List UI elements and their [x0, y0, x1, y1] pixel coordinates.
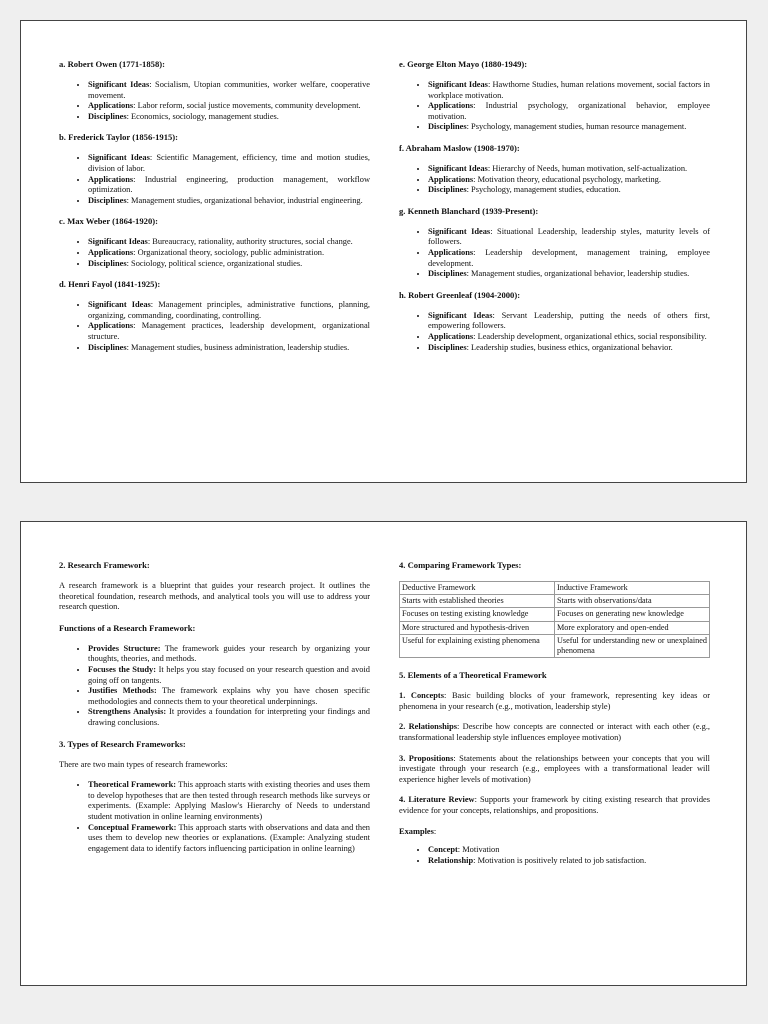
list-item: • Disciplines: Economics, sociology, management studies. — [88, 112, 370, 123]
item-label: Applications — [88, 321, 134, 331]
item-label: Significant Ideas — [428, 226, 491, 236]
item-text: The framework explains why you have chosen specific methodologies and connects them to your theoretical underpinnings. — [88, 686, 370, 706]
item-text: Psychology, management studies, human resource management. — [471, 122, 687, 132]
list-item: • Applications: Labor reform, social justice movements, community development. — [88, 101, 370, 112]
list-item: • Applications: Organizational theory, sociology, public administration. — [88, 248, 370, 259]
section-heading: e. George Elton Mayo (1880-1949): — [399, 59, 528, 69]
list-item — [88, 707, 370, 728]
item-label: Applications — [428, 101, 474, 111]
item-text: Leadership studies, business ethics, organizational behavior. — [471, 342, 673, 352]
item-text: Leadership development, organizational ethics, social responsibility. — [477, 331, 707, 341]
item-text: Labor reform, social justice movements, community development. — [137, 101, 361, 111]
item-text: Sociology, political science, organizational studies. — [131, 258, 303, 268]
section-heading: b. Frederick Taylor (1856-1915): — [59, 132, 179, 143]
list-item: • Significant Ideas: Hierarchy of Needs, human motivation, self-actualization. — [428, 164, 710, 175]
bullet-list — [399, 80, 710, 133]
item-label: Disciplines — [88, 342, 127, 352]
page1-right-column — [399, 59, 710, 363]
table-cell: Starts with established theories — [400, 595, 555, 608]
item-label: Applications — [88, 174, 134, 184]
item-label: Disciplines — [428, 185, 467, 195]
list-item: • Significant Ideas: Socialism, Utopian communities, worker welfare, cooperative movement. — [88, 80, 370, 101]
bullet-list — [59, 237, 370, 269]
list-item: • Applications: Industrial psychology, organizational behavior, employee motivation. — [428, 101, 710, 122]
item-label: Disciplines — [88, 195, 127, 205]
item-label: Significant Ideas — [428, 310, 493, 320]
item-label: Significant Ideas — [88, 237, 148, 247]
list-item — [88, 780, 370, 822]
examples-colon: : — [433, 826, 437, 836]
list-item — [88, 823, 370, 855]
table-row — [400, 621, 710, 634]
table-row — [400, 582, 710, 595]
item-text: Situational Leadership, leadership styles, maturity levels of followers. — [428, 226, 711, 247]
item-text: This approach starts with observations and data and then uses them to develop new theories or explanations. (Example: Analyzing student engagement data to identify factors influencing participation in online learning) — [88, 822, 370, 853]
section-heading: g. Kenneth Blanchard (1939-Present): — [399, 205, 539, 216]
bullet-list — [399, 227, 710, 280]
item-label: Applications — [428, 247, 474, 257]
item-label: Disciplines — [428, 342, 467, 352]
section-heading: 4. Comparing Framework Types: — [399, 560, 522, 570]
element-label: 1. Concepts — [399, 691, 444, 701]
table-cell: Starts with observations/data — [555, 595, 710, 608]
item-text: : Motivation — [457, 845, 500, 855]
section-heading: h. Robert Greenleaf (1904-2000): — [399, 289, 521, 300]
item-label: Disciplines — [428, 122, 467, 132]
list-item: • Significant Ideas: Scientific Management, efficiency, time and motion studies, division of labor. — [88, 153, 370, 174]
element-label: 2. Relationships — [399, 722, 458, 732]
item-text: Management studies, business administration, leadership studies. — [131, 342, 350, 352]
item-text: Bureaucracy, rationality, authority structures, social change. — [152, 237, 353, 247]
item-text: Management studies, organizational behavior, leadership studies. — [471, 269, 690, 279]
list-item: • Applications: Leadership development, management training, employee development. — [428, 248, 710, 269]
item-label: Significant Ideas — [88, 153, 150, 163]
bullet-list — [59, 153, 370, 206]
list-item: • Disciplines: Psychology, management studies, education. — [428, 185, 710, 196]
item-label: Focuses the Study: — [88, 664, 156, 674]
list-item: • Significant Ideas: Hawthorne Studies, human relations movement, social factors in workplace motivation. — [428, 80, 710, 101]
bullet-list — [59, 80, 370, 122]
table-cell: More exploratory and open-ended — [555, 621, 710, 634]
item-text: Management principles, administrative functions, planning, organizing, commanding, coordinating, controlling. — [88, 300, 370, 320]
item-label: Applications — [428, 331, 474, 341]
list-item — [428, 845, 710, 856]
item-text: Industrial psychology, organizational behavior, employee motivation. — [428, 101, 710, 121]
list-item: • Applications: Management practices, leadership development, organizational structure. — [88, 321, 370, 342]
table-row — [400, 608, 710, 621]
item-label: Significant Ideas — [428, 80, 488, 89]
item-text: Organizational theory, sociology, public administration. — [137, 247, 325, 257]
examples-label: Examples — [399, 826, 434, 836]
table-row — [400, 634, 710, 657]
section-heading: f. Abraham Maslow (1908-1970): — [399, 142, 520, 153]
examples-heading — [399, 827, 710, 838]
item-text: Motivation theory, educational psychology, marketing. — [477, 174, 661, 184]
section-heading: 2. Research Framework: — [59, 560, 150, 570]
section-heading: c. Max Weber (1864-1920): — [59, 216, 158, 227]
table-cell: Inductive Framework — [555, 582, 710, 595]
item-text: Leadership development, management training, employee development. — [428, 247, 711, 268]
item-text: Psychology, management studies, education. — [471, 185, 621, 195]
item-label: Theoretical Framework: — [88, 780, 177, 790]
list-item — [88, 644, 370, 665]
item-label: Significant Ideas — [88, 300, 151, 310]
bullet-list — [59, 644, 370, 729]
item-text: Economics, sociology, management studies. — [131, 111, 279, 121]
item-label: Conceptual Framework: — [88, 822, 177, 832]
item-label: Applications — [88, 247, 134, 257]
document-page-1 — [20, 20, 747, 483]
item-label: Disciplines — [88, 111, 127, 121]
paragraph: There are two main types of research frameworks: — [59, 759, 228, 769]
element-label: 4. Literature Review — [399, 795, 475, 805]
section-heading: 3. Types of Research Frameworks: — [59, 738, 186, 749]
item-text: Socialism, Utopian communities, worker welfare, cooperative movement. — [88, 80, 370, 100]
page2-left-column — [59, 560, 370, 864]
table-row — [400, 595, 710, 608]
section-heading: 5. Elements of a Theoretical Framework — [399, 670, 547, 681]
list-item: • Significant Ideas: Bureaucracy, rationality, authority structures, social change. — [88, 237, 370, 248]
item-label: Significant Ideas — [428, 163, 488, 173]
element-text: : Basic building blocks of your framework, representing key ideas or phenomena in your research (e.g., motivation, leadership style) — [399, 691, 710, 711]
table-cell: More structured and hypothesis-driven — [400, 621, 555, 634]
item-label: Significant Ideas — [88, 80, 150, 89]
bullet-list — [399, 311, 710, 353]
section-heading: a. Robert Owen (1771-1858): — [59, 59, 165, 69]
list-item: • Significant Ideas: Management principles, administrative functions, planning, organizing, commanding, coordinating, controlling. — [88, 300, 370, 321]
item-text: Hawthorne Studies, human relations movement, social factors in workplace motivation. — [428, 80, 710, 100]
paragraph: A research framework is a blueprint that guides your research project. It outlines the theoretical foundation, research methods, and analytical tools you will use to address your research question. — [59, 581, 370, 612]
bullet-list — [399, 845, 710, 866]
element-label: 3. Propositions — [399, 753, 454, 763]
bullet-list — [59, 780, 370, 854]
paragraph — [399, 722, 710, 743]
list-item — [428, 856, 710, 867]
subsection-heading: Functions of a Research Framework: — [59, 622, 196, 633]
comparison-table — [399, 581, 710, 658]
list-item: • Disciplines: Management studies, business administration, leadership studies. — [88, 343, 370, 354]
item-label: Applications — [88, 101, 134, 111]
bullet-list — [59, 300, 370, 353]
table-cell: Useful for explaining existing phenomena — [400, 634, 555, 657]
list-item: • Disciplines: Management studies, organizational behavior, leadership studies. — [428, 269, 710, 280]
item-text: This approach starts with existing theories and uses them to develop hypotheses that are then tested through research methods like surveys or experiments. (Example: Applying Maslow's Hierarchy of Needs to understand student motivation in online learning environments) — [88, 780, 370, 821]
item-label: Relationship — [428, 855, 474, 865]
item-text: Hierarchy of Needs, human motivation, self-actualization. — [492, 163, 688, 173]
item-text: Management studies, organizational behavior, industrial engineering. — [131, 195, 363, 205]
item-label: Disciplines — [88, 258, 127, 268]
item-label: Applications — [428, 174, 474, 184]
document-page-2 — [20, 521, 747, 986]
item-text: Scientific Management, efficiency, time and motion studies, division of labor. — [88, 153, 370, 173]
paragraph — [399, 795, 710, 816]
list-item: • Applications: Industrial engineering, production management, workflow optimization. — [88, 175, 370, 196]
list-item — [88, 665, 370, 686]
list-item: • Disciplines: Management studies, organizational behavior, industrial engineering. — [88, 196, 370, 207]
item-text: : Motivation is positively related to job satisfaction. — [473, 855, 647, 865]
item-text: It provides a foundation for interpreting your findings and drawing conclusions. — [88, 707, 370, 727]
section-heading: d. Henri Fayol (1841-1925): — [59, 279, 161, 290]
element-text: : Describe how concepts are connected or interact with each other (e.g., transformational leadership style influences employee motivation) — [399, 722, 711, 742]
paragraph — [399, 691, 710, 712]
item-text: The framework guides your research by organizing your thoughts, theories, and methods. — [88, 643, 370, 664]
item-text: Industrial engineering, production management, workflow optimization. — [88, 174, 371, 195]
page2-right-column — [399, 560, 710, 876]
item-label: Justifies Methods: — [88, 686, 157, 696]
element-text: : Supports your framework by citing existing research that provides evidence for your concepts, relationships, and propositions. — [399, 795, 710, 815]
page1-left-column — [59, 59, 370, 363]
list-item: • Disciplines: Leadership studies, business ethics, organizational behavior. — [428, 343, 710, 354]
element-text: : Statements about the relationships between your concepts that you will investigate through your research (e.g., employees with a transformational leader will experience higher levels of motivation) — [399, 753, 710, 784]
list-item: • Disciplines: Psychology, management studies, human resource management. — [428, 122, 710, 133]
list-item: • Disciplines: Sociology, political science, organizational studies. — [88, 259, 370, 270]
item-label: Strengthens Analysis: — [88, 707, 167, 717]
item-label: Concept — [428, 845, 458, 855]
table-cell: Deductive Framework — [400, 582, 555, 595]
paragraph — [399, 754, 710, 786]
item-text: Servant Leadership, putting the needs of others first, empowering followers. — [428, 310, 710, 331]
list-item: • Significant Ideas: Situational Leadership, leadership styles, maturity levels of followers. — [428, 227, 710, 248]
list-item: • Significant Ideas: Servant Leadership, putting the needs of others first, empowering followers. — [428, 311, 710, 332]
item-label: Provides Structure: — [88, 643, 161, 653]
item-text: It helps you stay focused on your research question and avoid going off on tangents. — [88, 664, 370, 685]
list-item: • Applications: Leadership development, organizational ethics, social responsibility. — [428, 332, 710, 343]
item-text: Management practices, leadership development, organizational structure. — [88, 321, 371, 341]
table-cell: Focuses on testing existing knowledge — [400, 608, 555, 621]
table-cell: Focuses on generating new knowledge — [555, 608, 710, 621]
table-cell: Useful for understanding new or unexplained phenomena — [555, 634, 710, 657]
bullet-list — [399, 164, 710, 196]
list-item — [88, 686, 370, 707]
item-label: Disciplines — [428, 269, 467, 279]
list-item: • Applications: Motivation theory, educational psychology, marketing. — [428, 175, 710, 186]
